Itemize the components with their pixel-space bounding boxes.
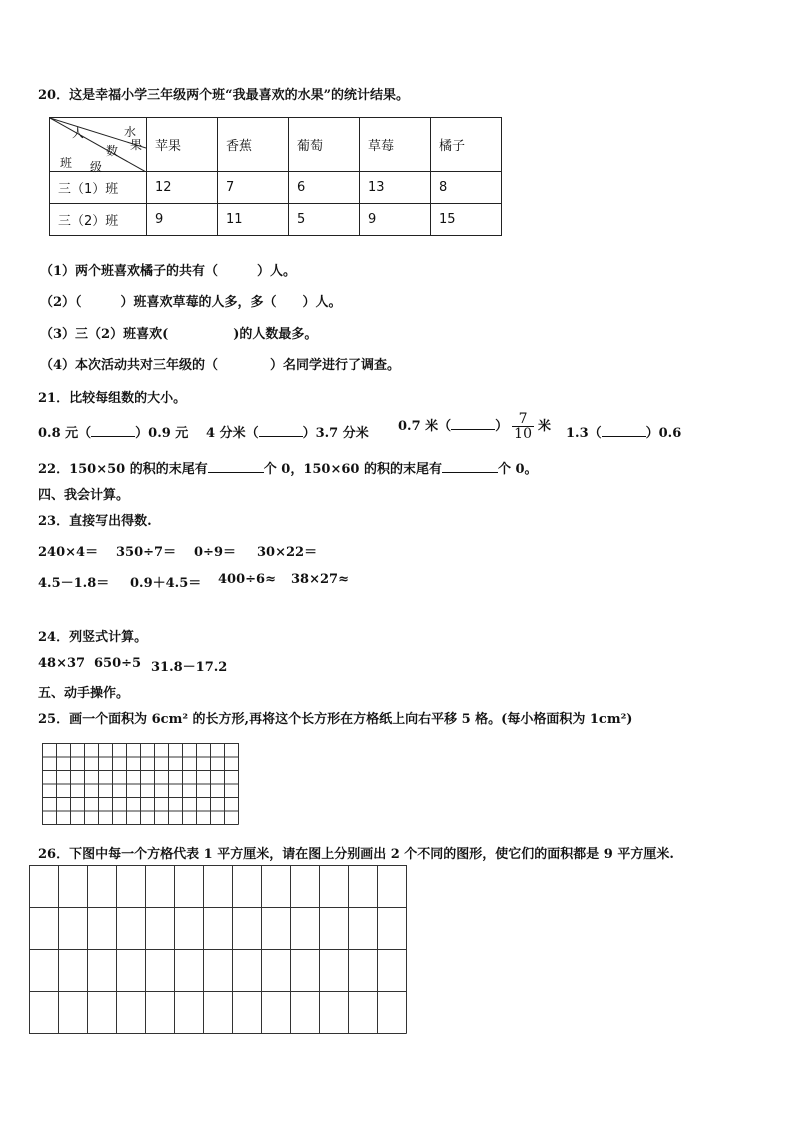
q23-expr: 4.5－1.8＝: [38, 576, 110, 591]
corner-shu: 数: [106, 144, 119, 158]
q20-sub2: （2）（ ）班喜欢草莓的人多，多（ ）人。: [40, 295, 342, 310]
answer-blank[interactable]: [451, 417, 495, 430]
answer-blank[interactable]: [91, 424, 135, 437]
q23-expr: 350÷7＝: [116, 545, 177, 560]
corner-shui: 水: [124, 125, 137, 139]
compare-text: ）0.9 元: [135, 426, 189, 441]
q24-title: 24．列竖式计算。: [38, 630, 148, 645]
q20-title: 20．这是幸福小学三年级两个班“我最喜欢的水果”的统计结果。: [38, 88, 410, 103]
q23-expr: 400÷6≈: [218, 572, 276, 587]
compare-text: ）3.7 分米: [302, 426, 369, 441]
q24-expr: 31.8－17.2: [151, 660, 228, 675]
q21-compare-2: [206, 422, 369, 441]
fruit-table: [49, 117, 502, 236]
table-cell: 9: [360, 204, 431, 236]
answer-blank[interactable]: [259, 424, 303, 437]
table-cell: 11: [218, 204, 289, 236]
compare-text: 0.8 元（: [38, 426, 92, 441]
table-cell: 9: [147, 204, 218, 236]
q22-text: 22．150×50 的积的末尾有: [38, 462, 208, 477]
table-cell: 7: [218, 172, 289, 204]
table-cell: 8: [431, 172, 502, 204]
table-cell: 15: [431, 204, 502, 236]
answer-blank[interactable]: [208, 460, 264, 473]
corner-guo: 果: [130, 138, 143, 152]
corner-ban: 班: [60, 156, 73, 170]
fraction: [512, 412, 534, 441]
q21-title: 21．比较每组数的大小。: [38, 391, 187, 406]
q21-compare-3: [398, 412, 551, 441]
compare-text: ）: [495, 419, 509, 434]
fraction-denominator: 10: [514, 426, 532, 442]
q21-compare-1: [38, 422, 188, 441]
compare-unit: 米: [538, 419, 552, 434]
q24-expr: 650÷5: [94, 656, 142, 671]
corner-ji: 级: [90, 160, 103, 174]
table-cell: 12: [147, 172, 218, 204]
fraction-numerator: 7: [512, 412, 534, 427]
compare-text: 1.3（: [566, 426, 602, 441]
q25-title: 25．画一个面积为 6cm² 的长方形,再将这个长方形在方格纸上向右平移 5 格。(每小格面积为 1cm²): [38, 712, 633, 727]
header-cell: 香蕉: [218, 118, 289, 172]
q21-compare-4: [566, 422, 681, 441]
row-label: 三（1）班: [50, 172, 147, 204]
table-cell: 13: [360, 172, 431, 204]
header-cell: 葡萄: [289, 118, 360, 172]
q22-line: [38, 458, 538, 477]
header-cell: 草莓: [360, 118, 431, 172]
q23-expr: 38×27≈: [291, 572, 349, 587]
q22-text: 个 0。: [497, 462, 538, 477]
corner-ren: 人: [72, 126, 85, 140]
table-cell: 5: [289, 204, 360, 236]
q22-text: 个 0，150×60 的积的末尾有: [263, 462, 442, 477]
table-row: [50, 204, 502, 236]
q20-sub3: （3）三（2）班喜欢( )的人数最多。: [40, 327, 318, 342]
q20-sub1: （1）两个班喜欢橘子的共有（ ）人。: [40, 264, 297, 279]
q23-expr: 0÷9＝: [194, 545, 236, 560]
answer-blank[interactable]: [602, 424, 646, 437]
table-row: [50, 172, 502, 204]
compare-text: ）0.6: [645, 426, 682, 441]
q26-grid-paper[interactable]: [29, 865, 408, 1036]
header-cell: 橘子: [431, 118, 502, 172]
q23-expr: 0.9＋4.5＝: [130, 576, 202, 591]
section-5-heading: 五、动手操作。: [38, 686, 130, 701]
q23-title: 23．直接写出得数.: [38, 514, 152, 529]
table-corner-cell: [50, 118, 147, 172]
row-label: 三（2）班: [50, 204, 147, 236]
answer-blank[interactable]: [442, 460, 498, 473]
section-4-heading: 四、我会计算。: [38, 488, 130, 503]
table-cell: 6: [289, 172, 360, 204]
q25-grid-paper[interactable]: [42, 743, 240, 825]
q26-title: 26．下图中每一个方格代表 1 平方厘米，请在图上分别画出 2 个不同的图形，使它们的面积都是 9 平方厘米.: [38, 847, 674, 862]
q23-expr: 240×4＝: [38, 545, 99, 560]
q24-expr: 48×37: [38, 656, 86, 671]
header-cell: 苹果: [147, 118, 218, 172]
compare-text: 4 分米（: [206, 426, 259, 441]
q20-sub4: （4）本次活动共对三年级的（ ）名同学进行了调查。: [40, 358, 401, 373]
compare-text: 0.7 米（: [398, 419, 452, 434]
q23-expr: 30×22＝: [257, 545, 318, 560]
